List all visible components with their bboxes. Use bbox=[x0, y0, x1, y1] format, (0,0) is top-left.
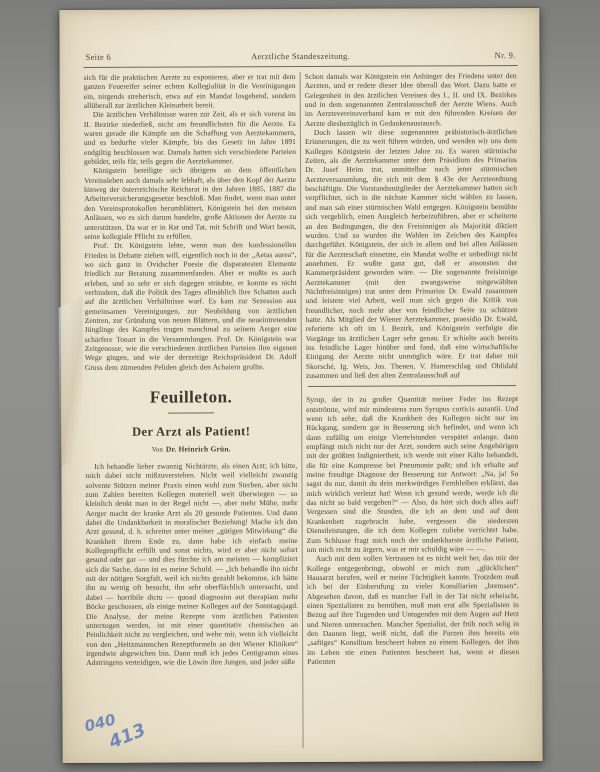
paragraph: Königstein beteiligte sich übrigens an dem öffentlichen Vereinsleben auch damals sehr lebhaft, als über den Kopf der Aerzte hinweg der österreichische Reichsrat in den Jahren 1885, 1887 die Arbeiterversicherungsgesetze beschloß. Man findet, wenn man unter den Vereinsprotokollen herumblättert, Königstein bei den meisten Anlässen, wo es sich darum handelte, große Aktionen der Aerzte zu unterstützen. Da war er in Rat und Tat, mit Schrift und Wort bereit, seine kollegiale Pflicht zu erfüllen. bbox=[84, 165, 297, 241]
page-number: Seite 6 bbox=[85, 51, 112, 62]
right-column bbox=[305, 71, 520, 748]
feuilleton-header bbox=[85, 387, 297, 454]
paragraph: Syrup, der in zu großer Quantität meiner Feder ins Rezept entströmte, wird mir mindestens zum Syrupus corticis aurantii. Und wenn ich sehe, daß die Krankheit des Kollegen nicht nur im Rückgang, sondern gar in Besserung sich befindet, und wenn ich dann zufällig um einige Viertelstunden verspätet anlange, dann empfängt mich nicht nur der Arzt, sondern auch seine Angehörigen mit der größten Indigniertheit, ich werde mit einer Kälte behandelt, die für eine Kompresse bei Pneumonie paßt; und ich erhalte auf meine freudige Diagnose der Besserung zur Antwort: „Na, ja! So sagst du nur, damit du dein merkwürdiges Fernbleiben erklärst, das mich wirklich verletzt hat! Wenn ich gesund werde, werde ich dir das nicht so bald vergeben?“ — Also, da hört sich doch alles auf! Vergessen sind die Stunden, die ich an dem und auf dem Krankenbett zugebracht habe, vergessen die niedersten Dienstleistungen, die ich dem Kollegen zuliebe verrichtet habe. Zum Schlusse fragt mich noch der undankbarste ärztliche Patient, um mich recht zu ärgern, was er mir schuldig wäre — —. bbox=[306, 394, 519, 554]
paragraph: Schon damals war Königstein ein Anhänger des Friedens unter den Aerzten, und er redete dieser Idee überall das Wort. Dazu hatte er Gelegenheit in den ärztlichen Vereinen des I., II. und IX. Bezirkes und in dem sogenannten Zentralausschuß der Aerzte Wiens. Auch im Aerztevereinsverband kam er mit den führenden Kreisen der Aerzte diesbezüglich in Gedankenaustausch. bbox=[304, 71, 517, 128]
paragraph: Ich behandle lieber zwanzig Nichtärzte, als einen Arzt; ich bitte, mich dabei nicht mißzuverstehen. Nicht weil vielleicht zwanzig solvente Stützen meiner Praxis einen wohl zum Sterben, aber nicht zum Zahlen bereiten Kollegen materiell weit überwiegen — so kleinlich denkt man in der Regel nicht —, aber mehr Mühe, mehr Aerger macht der kranke Arzt als 20 gesunde Patienten. Und dann dabei die Undankbarkeit in moralischer Beziehung! Mache ich den Arzt gesund, d. h. schreitet unter meiner „gütigen Mitwirkung“ die Krankheit ihrem Ende zu, dann habe ich einfach meine Kollegenpflicht erfüllt und sonst nichts, wird er aber nicht sofort gesund oder gar — und dies fürchte ich am meisten — kompliziert sich die Sache, dann ist es meine Schuld. — „Ich behandle ihn nicht mit der nötigen Sorgfalt, weil ich nichts gezahlt bekomme, ich hätte ihn zu wenig oft besucht, ihn sehr oberflächlich untersucht, und dabei — horribile dictu — quoad diagnosim aut therapiam mehr Böcke geschossen, als einige meiner Kollegen auf der Sonntagsjagd. Die Analyse, der meine Rezepte vom ärztlichen Patienten unterzogen werden, ist mit einer quantitativ chemischen an Peinlichkeit nicht zu vergleichen, und wehe mir, wenn ich vielleicht von den „Heitzmannschen Rezeptformeln an den Wiener Kliniken“ irgendwie abgewichen bin. Dann muß ich jedes Centigramm eines Adstringens verteidigen, wie die Löwin ihre Jungen, und jeder süße bbox=[85, 461, 299, 668]
text-columns bbox=[84, 71, 521, 749]
newspaper-page bbox=[59, 8, 542, 763]
feuilleton-section-title: Feuilleton. bbox=[149, 387, 233, 407]
handwritten-number-1: 040 bbox=[82, 710, 118, 736]
article-title: Der Arzt als Patient! bbox=[132, 424, 251, 439]
handwritten-number-2: 413 bbox=[105, 719, 149, 754]
journal-title: Aerztliche Standeszeitung. bbox=[251, 50, 351, 62]
left-column bbox=[84, 72, 299, 749]
paragraph: Doch lassen wir diese sogenannten prähistorisch-ärztlichen Erinnerungen, die zu weit führen würden, und wenden wir uns dem Kollegen Königstein der letzten Jahre zu. Es waren stürmische Zeiten, als die Aerztekammer unter dem Präsidium des Primarius Dr. Josef Heim trat, unmittelbar nach jener stürmischen Aerzteversammlung, die sich mit dem § 43e der Aerzteordnung beschäftigte. Die Vorstandsmitglieder der Aerztekammer hatten sich verpflichtet, sich in die nächste Kammer nicht wählen zu lassen, und man sah einer stürmischen Wahl entgegen. Königstein bemühte sich vergeblich, einen Ausgleich herbeizuführen, aber er scheiterte an den Bedingungen, die den Freisinnigen als Majorität diktiert wurden. Und so wurden die Wahlen im Zeichen des Kampfes durchgeführt. Königstein, der sich in allem und bei allen Anlässen für die Aerzteschaft einsetzte, ein Mandat wollte er unbedingt nicht annehmen. Er wußte ganz gut, daß er ansonsten der Kammerpräsident geworden wäre. — Die sogenannte freisinnige Aerztekammer (mit den zwangsweise mitgewählten Nichtfreisinnigen) trat unter dem Primarius Dr. Ewald zusammen und leistete viel Arbeit, weil man sich gegen die Kritik von freundlicher, noch mehr aber von feindlicher Seite zu schützen hatte. Als Mitglied der Wiener Aerztekammer, praesidio Dr. Ewald, referierte ich oft im I. Bezirk, und Königstein verfolgte die Vorgänge im ärztlichen Lager sehr genau. Er schielte auch bereits ins feindliche Lager hinüber und fand, daß eine wirtschaftliche Einigung der Aerzte nicht unmöglich wäre. Er trat daher mit Skorsché, Ig. Weis, Jos. Thenen, V. Hamerschlag und Oblidahl zusammen und ließ den alten Zentralausschuß auf bbox=[304, 127, 518, 380]
paragraph: Die ärztlichen Verhältnisse waren zur Zeit, als er sich vorerst im II. Bezirke niederließ, nicht am freundlichsten für die Aerzte. Es waren gerade die Kämpfe um die Schaffung von Aerztekammern, und es bedurfte vieler Kämpfe, bis das Gesetz im Jahre 1891 endgiltig beschlossen war. Damals hatten sich verschiedene Parteien gebildet, teils für, teils gegen die Aerztekammer. bbox=[83, 109, 296, 167]
masthead-rule bbox=[84, 65, 518, 68]
byline bbox=[85, 444, 297, 454]
paragraph: Auch mit dem vollen Vertrauen ist es nicht weit her, das mir der Kollege entgegenbringt, obwohl er mich zum „glücklichen“ Hausarzt berufen, weil er meine Tüchtigkeit kannte. Trotzdem muß ich bei der Einberufung zu vieler Konsiliarien „bremsen“. Abgesehen davon, daß es mancher Fall in der Tat nicht erheischt, einen Spezialisten zu bemühen, muß man erst alle Spezialisten in Bezug auf ihre Tugenden und Untugenden mit dem Augen auf Herz und Nieren untersuchen. Mancher Spezialist, der früh noch selig in den Daunen liegt, weiß nicht, daß die Parzen ihm bereits ein „saftiges“ Konsilium bescheert haben zu einem Kollegen, der ihm im Leben nie einen Patienten bescheert hat, wenn er diesen Patienten bbox=[306, 553, 520, 666]
paragraph: sich für die praktischen Aerzte zu exponieren, aber er trat mit dem ganzen Feuereifer seiner echten Kollegialität in die Vereinigungen ein, nirgends streberisch, etwa auf ein Mandat losgehend, sondern allüberall zur ärztlichen Kleinarbeit bereit. bbox=[83, 72, 296, 110]
article-separator-rule bbox=[308, 385, 516, 387]
paragraph: Prof. Dr. Königstein lebte, wenn man den konfessionellen Frieden in Debatte ziehen will, eigentlich noch in der „Aetas aurea“, wo sich ganz in Ovidscher Poesie die disparatesten Elemente friedlich zur Beratung zusammenfanden. Aber er mußte es auch erleben, und so sehr er sich dagegen sträubte, er konnte es nicht verhindern, daß die Politik des Tages allmählich ihre Schatten auch auf die ärztlichen Verhältnisse warf. Es kam zur Sezession aus gemeinsamen Vereinigungen, zur Neubildung von ärztlichen Zentren, zur Gründung von neuen Blättern, und die neueintretenden Jünglinge des Kampfes trugen manchmal zu seinem Aerger eine schärfere Tonart in die Versammlungen. Prof. Dr. Königstein war Zeitgenosse, wie die verschiedenen ärztlichen Parteien ihre eigenen Wege gingen, und wie der derzeitige Reichspräsident Dr. Adolf Gruss dem zürnenden Peliden gleich den Achaiern grollte. bbox=[84, 240, 297, 372]
issue-number: Nr. 9. bbox=[494, 50, 516, 61]
byline-author: Dr. Heinrich Grün. bbox=[165, 444, 231, 454]
masthead bbox=[84, 50, 518, 64]
byline-prefix: Von bbox=[151, 445, 163, 454]
paper-fold-crease bbox=[59, 296, 84, 468]
feuilleton-title-rule bbox=[168, 412, 214, 413]
column-divider-rule bbox=[300, 72, 304, 748]
